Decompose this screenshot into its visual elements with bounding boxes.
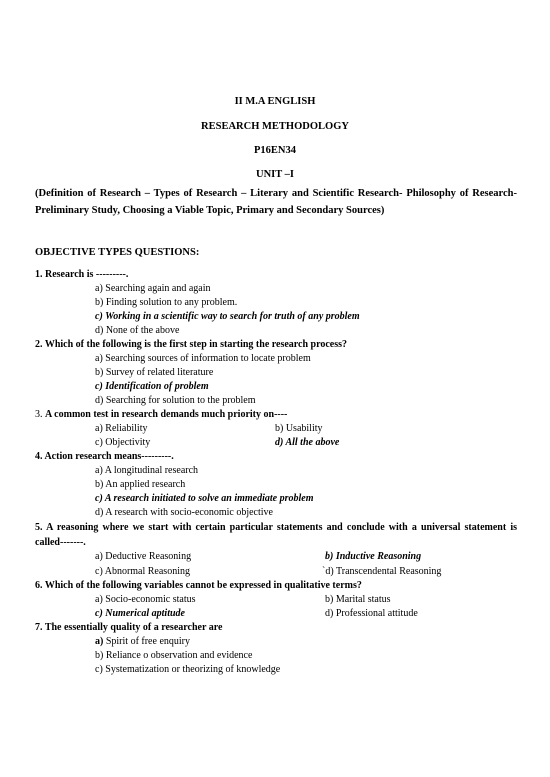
subject-title: RESEARCH METHODOLOGY bbox=[201, 121, 349, 132]
q7-option-a-text: Spirit of free enquiry bbox=[105, 636, 190, 647]
question-text: The essentially quality of a researcher are bbox=[44, 622, 223, 633]
q7-option-b: b) Reliance o observation and evidence bbox=[95, 650, 253, 661]
q7-option-a-letter: a) bbox=[95, 636, 104, 647]
q4-option-c-answer: c) A research initiated to solve an immediate problem bbox=[95, 493, 314, 504]
q5-option-c: c) Abnormal Reasoning bbox=[95, 566, 190, 577]
question-text: Research is ---------. bbox=[45, 269, 129, 280]
q1-option-a: a) Searching again and again bbox=[95, 283, 211, 294]
question-number: 2. bbox=[35, 339, 43, 350]
question-5 bbox=[35, 520, 517, 550]
question-number: 7. bbox=[35, 622, 43, 633]
q2-option-c-answer: c) Identification of problem bbox=[95, 381, 209, 392]
course-title: II M.A ENGLISH bbox=[234, 96, 316, 107]
question-6 bbox=[35, 580, 362, 591]
question-number: 6. bbox=[35, 580, 43, 591]
q2-option-d: d) Searching for solution to the problem bbox=[95, 395, 256, 406]
question-number: 3. bbox=[35, 409, 43, 420]
question-7 bbox=[35, 622, 222, 633]
q7-option-c: c) Systematization or theorizing of knowledge bbox=[95, 664, 281, 675]
q3-option-d-answer: d) All the above bbox=[275, 437, 340, 448]
q7-option-a bbox=[95, 636, 190, 647]
section-title: OBJECTIVE TYPES QUESTIONS: bbox=[35, 247, 200, 258]
question-number: 1. bbox=[35, 269, 43, 280]
unit-description: (Definition of Research – Types of Research – Literary and Scientific Research- Philosophy of Research- Preliminary Study, Choosing a Viable Topic, Primary and Secondary Sources) bbox=[35, 188, 517, 216]
q4-option-b: b) An applied research bbox=[95, 479, 186, 490]
q4-option-a: a) A longitudinal research bbox=[95, 465, 199, 476]
q1-option-c-answer: c) Working in a scientific way to search for truth of any problem bbox=[95, 311, 360, 322]
q5-option-a: a) Deductive Reasoning bbox=[95, 551, 192, 562]
q2-option-b: b) Survey of related literature bbox=[95, 367, 214, 378]
question-2 bbox=[35, 339, 347, 350]
q3-option-a: a) Reliability bbox=[95, 423, 148, 434]
q1-option-d: d) None of the above bbox=[95, 325, 180, 336]
q3-option-c: c) Objectivity bbox=[95, 437, 151, 448]
question-number: 5. bbox=[35, 522, 43, 533]
q6-option-a: a) Socio-economic status bbox=[95, 594, 196, 605]
q4-option-d: d) A research with socio-economic objective bbox=[95, 507, 273, 518]
q5-option-b-answer: b) Inductive Reasoning bbox=[325, 551, 422, 562]
q2-option-a: a) Searching sources of information to locate problem bbox=[95, 353, 311, 364]
question-1 bbox=[35, 269, 128, 280]
unit-title: UNIT –I bbox=[255, 169, 295, 180]
question-text: A reasoning where we start with certain particular statements and conclude with a universal statement is called-------. bbox=[35, 522, 517, 548]
question-text: Action research means---------. bbox=[44, 451, 174, 462]
question-3 bbox=[35, 409, 287, 420]
course-code: P16EN34 bbox=[254, 145, 296, 156]
q6-option-d: d) Professional attitude bbox=[325, 608, 418, 619]
q3-option-b: b) Usability bbox=[275, 423, 323, 434]
q6-option-c-answer: c) Numerical aptitude bbox=[95, 608, 185, 619]
q6-option-b: b) Marital status bbox=[325, 594, 391, 605]
q5-option-d: `d) Transcendental Reasoning bbox=[322, 566, 442, 577]
q1-option-b: b) Finding solution to any problem. bbox=[95, 297, 238, 308]
question-text: A common test in research demands much priority on---- bbox=[45, 409, 288, 420]
question-number: 4. bbox=[35, 451, 43, 462]
question-text: Which of the following is the first step in starting the research process? bbox=[44, 339, 348, 350]
question-text: Which of the following variables cannot be expressed in qualitative terms? bbox=[44, 580, 362, 591]
question-4 bbox=[35, 451, 174, 462]
